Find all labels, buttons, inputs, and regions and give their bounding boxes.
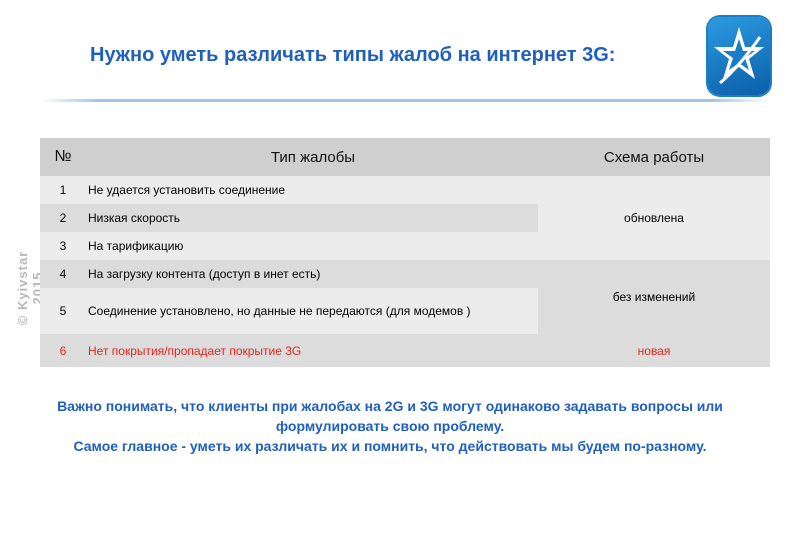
- star-icon: [708, 17, 770, 95]
- table-row: [40, 260, 770, 288]
- header-complaint-type: Тип жалобы: [270, 148, 356, 166]
- row-complaint-type: На тарификацию: [88, 239, 184, 253]
- complaints-table: [40, 138, 770, 367]
- row-scheme-unchanged: без изменений: [612, 290, 696, 304]
- row-number: 4: [59, 267, 67, 281]
- note-line-2: Самое главное - уметь их различать их и помнить, что действовать мы будем по-разному.: [73, 438, 707, 454]
- row-scheme-new: новая: [637, 343, 671, 358]
- row-number: 5: [59, 303, 67, 318]
- row-number: 1: [59, 183, 67, 197]
- table-header-row: [40, 138, 770, 176]
- kyivstar-logo: [708, 17, 770, 95]
- row-complaint-type: Нет покрытия/пропадает покрытие 3G: [88, 343, 302, 358]
- row-number: 2: [59, 211, 67, 225]
- table-row: [40, 334, 770, 367]
- header-divider: [40, 99, 770, 102]
- header-work-scheme: Схема работы: [603, 148, 705, 166]
- row-complaint-type: Соединение установлено, но данные не передаются (для модемов ): [88, 303, 471, 318]
- note-line-1: Важно понимать, что клиенты при жалобах на 2G и 3G могут одинаково задавать вопросы или формулировать свою проблему.: [57, 398, 723, 434]
- table-row: [40, 176, 770, 204]
- page-title: Нужно уметь различать типы жалоб на интернет 3G:: [90, 44, 616, 66]
- row-number: 6: [59, 343, 67, 358]
- row-number: 3: [59, 239, 67, 253]
- row-complaint-type: Низкая скорость: [88, 211, 181, 225]
- row-complaint-type: Не удается установить соединение: [88, 183, 286, 197]
- important-note: [30, 396, 750, 456]
- header-number: №: [54, 148, 72, 165]
- row-complaint-type: На загрузку контента (доступ в инет есть): [88, 267, 321, 281]
- copyright-label: © Kyivstar 2015: [15, 250, 45, 326]
- row-scheme-updated: обновлена: [624, 211, 684, 225]
